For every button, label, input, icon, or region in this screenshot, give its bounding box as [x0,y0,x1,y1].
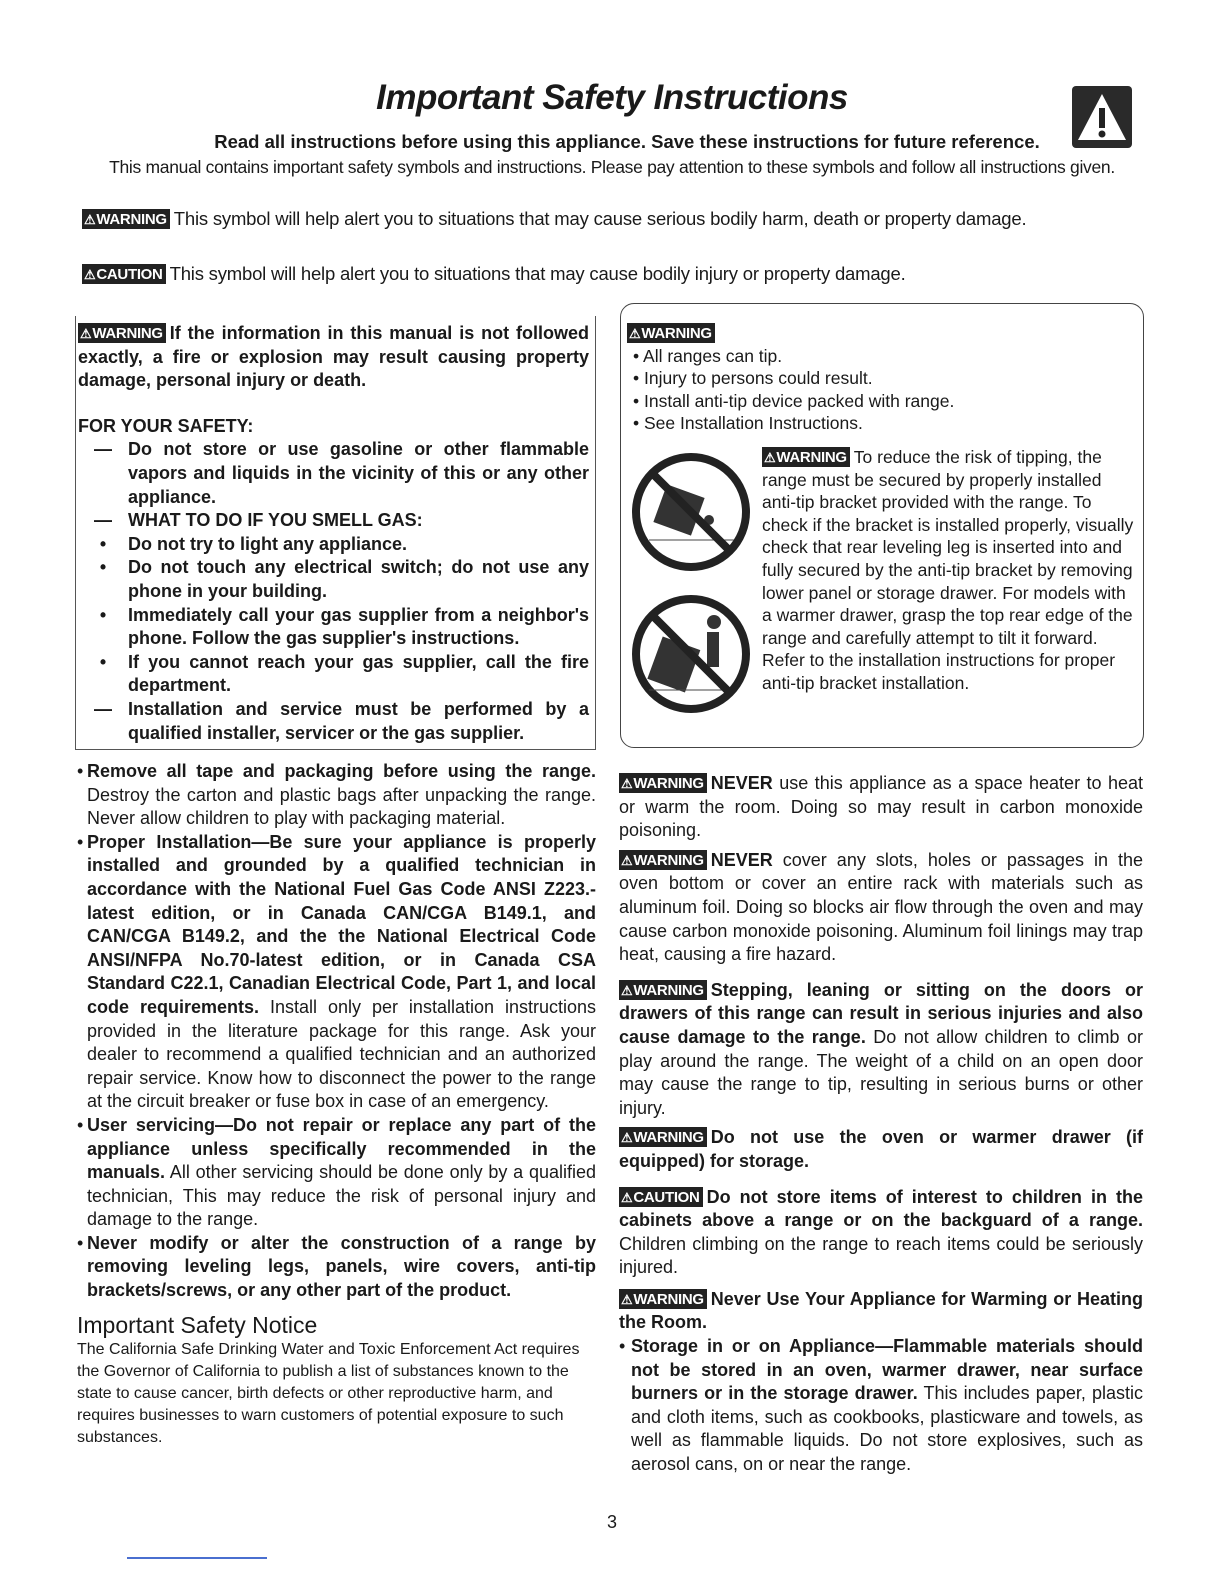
warning-item: ⚠WARNING Do not use the oven or warmer drawer (if equipped) for storage. [619,1127,1143,1171]
caution-item: ⚠CAUTION Do not store items of interest to children in the cabinets above a range or on the backguard of a range. Children climbing on the range to reach items could be seriously injured. [619,1186,1143,1278]
warning-item: ⚠WARNING Never Use Your Appliance for Warming or Heating the Room. [619,1288,1143,1333]
list-item: • If you cannot reach your gas supplier, call the fire department. [99,651,589,696]
caution-badge: ⚠CAUTION [82,264,166,284]
safety-heading: FOR YOUR SAFETY: [78,415,254,436]
warning-triangle-icon [1072,86,1132,148]
page-title: Important Safety Instructions [376,78,848,117]
list-item: — Installation and service must be performed by a qualified installer, servicer or the gas supplier. [94,698,589,743]
no-tipping-child-icon [629,450,754,575]
warning-item: ⚠WARNING Stepping, leaning or sitting on the doors or drawers of this range can result in serious injuries and also cause damage to the range. Do not allow children to climb or play around the range. The weight of a child on an open door may cause the range to tip, resulting in serious burns or other injury. [619,979,1143,1118]
anti-tip-text: ⚠WARNING To reduce the risk of tipping, the range must be secured by properly installed anti-tip bracket provided with the range. To check if the bracket is installed properly, visually check that rear leveling leg is inserted into and fully secured by the anti-tip bracket by removing lower panel or storage drawer. For models with a warmer drawer, grasp the top rear edge of the range and carefully attempt to tilt it forward. Refer to the installation instructions for proper anti-tip bracket installation. [762,447,1134,693]
warning-badge: ⚠WARNING [78,323,166,343]
right-warnings [619,772,1143,1477]
left-bullets [77,760,596,1449]
list-item: • Remove all tape and packaging before using the range. Destroy the carton and plastic bags after unpacking the range. Never allow children to play with packaging material. [77,761,596,829]
list-item: — WHAT TO DO IF YOU SMELL GAS: [94,510,423,531]
list-item: • Injury to persons could result. [633,368,873,389]
caution-symbol-row: ⚠CAUTION This symbol will help alert you to situations that may cause bodily injury or property damage. [84,263,906,284]
footer-rule [127,1557,267,1559]
list-item: • Do not touch any electrical switch; do not use any phone in your building. [99,557,589,601]
no-tipping-adult-icon [629,592,754,717]
notice-heading: Important Safety Notice [77,1311,318,1338]
notice-text: The California Safe Drinking Water and Toxic Enforcement Act requires the Governor of California to publish a list of substances known to the state to cause cancer, birth defects or other reproductive harm, and requires businesses to warn customers of potential exposure to such substances. [77,1340,580,1446]
warning-badge: ⚠WARNING [762,447,850,467]
list-item: • Do not try to light any appliance. [99,533,408,554]
list-item: • Install anti-tip device packed with range. [633,390,955,411]
list-item: • Never modify or alter the construction of a range by removing leveling legs, panels, wire covers, anti-tip brackets/screws, or any other part of the product. [77,1232,596,1301]
list-item: • User servicing—Do not repair or replace any part of the appliance unless specifically recommended in the manuals. All other servicing should be done only by a qualified technician, This may reduce the risk of personal injury and damage to the range. [77,1114,596,1230]
warning-item: ⚠WARNING NEVER use this appliance as a space heater to heat or warm the room. Doing so may result in carbon monoxide poisoning. [619,773,1143,841]
subtitle: Read all instructions before using this appliance. Save these instructions for future reference. [214,131,1040,152]
list-item: • All ranges can tip. [633,345,783,366]
list-item: • Immediately call your gas supplier from a neighbor's phone. Follow the gas supplier's instructions. [99,604,589,649]
page-number: 3 [606,1512,617,1532]
intro-text: This manual contains important safety symbols and instructions. Please pay attention to these symbols and follow all instructions given. [109,157,1115,177]
tip-warning-box [620,303,1144,748]
warning-item: ⚠WARNING NEVER cover any slots, holes or passages in the oven bottom or cover an entire rack with materials such as aluminum foil. Doing so blocks air flow through the oven and may cause carbon monoxide poisoning. Aluminum foil linings may trap heat, causing a fire hazard. [619,849,1143,965]
warning-badge: ⚠WARNING [82,209,170,229]
warning-symbol-row: ⚠WARNING This symbol will help alert you to situations that may cause serious bodily harm, death or property damage. [84,208,1027,229]
list-item: — Do not store or use gasoline or other flammable vapors and liquids in the vicinity of this or any other appliance. [94,439,589,507]
list-item: • Proper Installation—Be sure your appliance is properly installed and grounded by a qualified technician in accordance with the National Fuel Gas Code ANSI Z223.- latest edition, or in Canada CAN/CGA B149.1, and CAN/CGA B149.2, and the the National Electrical Code ANSI/NFPA No.70-latest edition, or in Canada CSA Standard C22.1, Canadian Electrical Code, Part 1, and local code requirements. Install only per installation instructions provided in the literature package for this range. Ask your dealer to recommend a qualified technician and an authorized repair service. Know how to disconnect the power to the range at the circuit breaker or fuse box in case of an emergency. [77,831,596,1112]
list-item: • See Installation Instructions. [633,413,863,434]
gas-warning-box: ⚠WARNING If the information in this manual is not followed exactly, a fire or explosion may result causing property damage, personal injury or death. FOR YOUR SAFETY: — Do not store or use gasoline or other flammable vapors and liquids in the vicinity of this or any other appliance. — WHAT TO DO IF YOU SMELL GAS: • Do not try to light any appliance. • Do not touch any electrical switch; do not use any phone in your building. • Immediately call your gas supplier from a neighbor's phone. Follow the gas supplier's instructions. • If you cannot reach your gas supplier, call the fire department. — Installation and service must be performed by a qualified installer, servicer or the gas supplier. [75,316,596,750]
warning-badge: ⚠WARNING [627,323,715,343]
list-item: • Storage in or on Appliance—Flammable materials should not be stored in an oven, warmer drawer, near surface burners or in the storage drawer. This includes paper, plastic and cloth items, such as cookbooks, plasticware and towels, as well as flammable liquids. Do not store explosives, such as aerosol cans, on or near the range. [619,1336,1143,1475]
